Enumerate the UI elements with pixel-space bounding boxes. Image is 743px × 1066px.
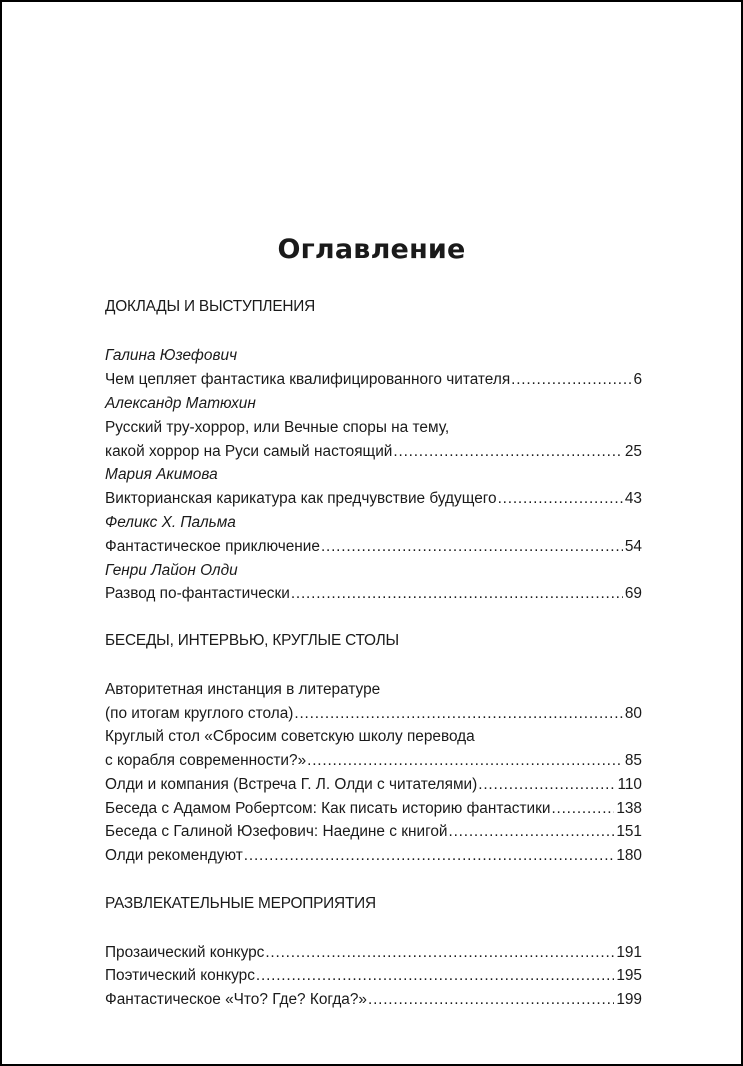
entry-author: Феликс Х. Пальма (105, 514, 236, 531)
toc-entry[interactable] (105, 941, 642, 965)
page-number: 69 (624, 585, 642, 602)
dot-leader (307, 749, 623, 773)
entry-author: Галина Юзефович (105, 347, 238, 364)
dot-leader (368, 988, 614, 1012)
entry-author: Мария Акимова (105, 466, 218, 483)
page-title: Оглавление (277, 234, 466, 265)
entry-author: Александр Матюхин (105, 395, 256, 412)
dot-leader (511, 368, 631, 392)
toc-entry[interactable] (105, 440, 642, 464)
dot-leader (244, 844, 615, 868)
entry-title: Прозаический конкурс (105, 944, 265, 961)
entry-title: с корабля современности?» (105, 752, 307, 769)
toc-entry[interactable] (105, 535, 642, 559)
page-number: 43 (624, 490, 642, 507)
dot-leader (321, 535, 623, 559)
entry-title: Поэтический конкурс (105, 967, 255, 984)
toc-entry[interactable] (105, 844, 642, 868)
toc-entry[interactable] (105, 702, 642, 726)
dot-leader (478, 773, 615, 797)
section-heading: РАЗВЛЕКАТЕЛЬНЫЕ МЕРОПРИЯТИЯ (105, 895, 376, 912)
toc-entry[interactable] (105, 487, 642, 511)
entry-title: Олди рекомендуют (105, 847, 243, 864)
toc-entry[interactable] (105, 988, 642, 1012)
entry-title-line: Авторитетная инстанция в литературе (105, 681, 381, 698)
dot-leader (449, 820, 615, 844)
page-number: 85 (624, 752, 642, 769)
page-number: 25 (624, 443, 642, 460)
entry-title: Фантастическое приключение (105, 538, 320, 555)
page-number: 191 (616, 944, 642, 961)
page-number: 199 (616, 991, 642, 1008)
section-heading: БЕСЕДЫ, ИНТЕРВЬЮ, КРУГЛЫЕ СТОЛЫ (105, 632, 399, 649)
entry-title: какой хоррор на Руси самый настоящий (105, 443, 393, 460)
toc-entry[interactable] (105, 773, 642, 797)
page-number: 110 (617, 776, 642, 793)
section-heading: ДОКЛАДЫ И ВЫСТУПЛЕНИЯ (105, 298, 316, 315)
dot-leader (291, 582, 623, 606)
dot-leader (256, 964, 614, 988)
toc-entry[interactable] (105, 964, 642, 988)
entry-author: Генри Лайон Олди (105, 562, 238, 579)
toc-entry[interactable] (105, 820, 642, 844)
page-number: 80 (624, 705, 642, 722)
entry-title: Викторианская карикатура как предчувствие будущего (105, 490, 497, 507)
page-number: 195 (616, 967, 642, 984)
toc-entry[interactable] (105, 368, 642, 392)
page-number: 138 (616, 800, 642, 817)
page-number: 151 (616, 823, 642, 840)
toc-entry[interactable] (105, 797, 642, 821)
entry-title: (по итогам круглого стола) (105, 705, 294, 722)
dot-leader (393, 440, 622, 464)
dot-leader (498, 487, 623, 511)
page-number: 180 (616, 847, 642, 864)
toc-entry[interactable] (105, 749, 642, 773)
page-number: 54 (624, 538, 642, 555)
entry-title: Развод по-фантастически (105, 585, 290, 602)
entry-title: Олди и компания (Встреча Г. Л. Олди с читателями) (105, 776, 478, 793)
entry-title: Фантастическое «Что? Где? Когда?» (105, 991, 367, 1008)
entry-title-line: Круглый стол «Сбросим советскую школу перевода (105, 728, 475, 745)
page-number: 6 (633, 371, 642, 388)
dot-leader (551, 797, 614, 821)
entry-title: Беседа с Адамом Робертсом: Как писать историю фантастики (105, 800, 551, 817)
entry-title: Чем цепляет фантастика квалифицированного читателя (105, 371, 511, 388)
entry-title-line: Русский тру-хоррор, или Вечные споры на тему, (105, 419, 450, 436)
dot-leader (265, 941, 614, 965)
entry-title: Беседа с Галиной Юзефович: Наедине с книгой (105, 823, 448, 840)
dot-leader (294, 702, 622, 726)
toc-entry[interactable] (105, 582, 642, 606)
